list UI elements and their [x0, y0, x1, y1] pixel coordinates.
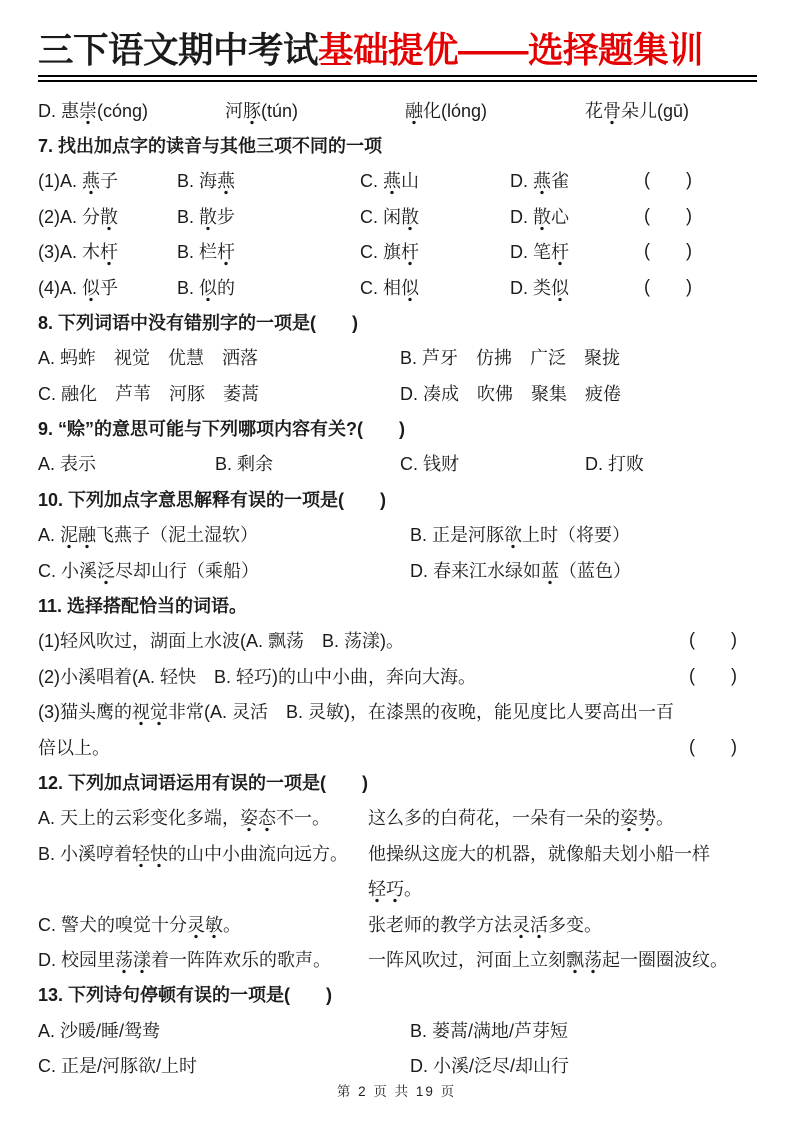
text-segment: 。	[223, 914, 242, 935]
q7-row-4	[38, 269, 755, 304]
dotted-emphasis-text: 散	[199, 207, 217, 231]
text-cell	[38, 769, 755, 795]
dotted-emphasis-text: 视觉	[132, 702, 168, 726]
text-segment: 倍以上。	[38, 737, 110, 758]
text-cell	[38, 946, 368, 972]
q12-row-b2	[38, 870, 755, 905]
text-segment: C. 小溪	[38, 560, 98, 581]
text-segment: 12. 下列加点词语运用有误的一项是( )	[38, 772, 369, 793]
text-segment: (tún)	[261, 100, 299, 121]
text-cell	[405, 97, 585, 123]
q11-row-3a	[38, 694, 755, 729]
text-cell	[38, 167, 177, 193]
text-segment: 着一阵阵欢乐的歌声。	[151, 949, 332, 970]
text-segment: 一阵风吹过，河面上立刻	[368, 949, 566, 970]
text-cell	[510, 167, 755, 193]
answer-brackets: ( )	[689, 736, 737, 757]
text-cell	[368, 911, 755, 937]
answer-brackets: ( )	[644, 205, 692, 226]
text-cell	[225, 97, 405, 123]
q12-row-b	[38, 835, 755, 870]
text-cell	[38, 557, 410, 583]
text-cell	[215, 450, 400, 476]
question-12	[38, 764, 755, 799]
text-cell	[38, 238, 177, 264]
text-segment: C. 正是/河豚欲/上时	[38, 1056, 198, 1077]
question-13	[38, 977, 755, 1012]
text-segment: B. 蒌蒿/满地/芦芽短	[410, 1020, 569, 1041]
text-cell	[38, 415, 755, 441]
text-segment: B. 栏	[177, 242, 218, 263]
q9-row	[38, 446, 755, 481]
text-cell	[585, 450, 755, 476]
text-cell	[38, 592, 755, 618]
answer-brackets: ( )	[689, 629, 737, 650]
q11-row-1	[38, 623, 755, 658]
text-cell	[177, 238, 360, 264]
text-cell	[177, 274, 360, 300]
text-cell	[38, 203, 177, 229]
question-list	[0, 82, 793, 1083]
text-segment: A. 天上的云彩变化多端，	[38, 808, 241, 829]
text-segment: 张老师的教学方法	[368, 914, 512, 935]
text-segment: 7. 找出加点字的读音与其他三项不同的一项	[38, 135, 383, 156]
text-segment: D. 笔	[510, 242, 552, 263]
text-cell	[38, 309, 755, 335]
text-cell	[510, 238, 755, 264]
text-cell	[38, 627, 755, 653]
text-segment: 心	[551, 206, 570, 227]
text-segment: B. 海	[177, 171, 218, 192]
q13-row-cd	[38, 1047, 755, 1082]
text-cell	[38, 344, 400, 370]
text-cell	[38, 380, 400, 406]
dotted-emphasis-text: 姿态	[240, 808, 276, 832]
text-cell	[368, 875, 755, 901]
text-segment: 雀	[551, 171, 570, 192]
text-segment: 11. 选择搭配恰当的词语。	[38, 596, 248, 617]
text-cell	[38, 698, 755, 724]
text-segment: A. 沙暖/睡/鸳鸯	[38, 1020, 161, 1041]
text-segment: (1)轻风吹过，湖面上水波(A. 飘荡 B. 荡漾)。	[38, 631, 405, 652]
q7-row-3	[38, 233, 755, 268]
dotted-emphasis-text: 杆	[401, 242, 419, 266]
dotted-emphasis-text: 燕	[533, 171, 551, 195]
text-cell	[38, 274, 177, 300]
text-segment: 的	[217, 277, 236, 298]
q12-row-d	[38, 941, 755, 976]
text-segment: 13. 下列诗句停顿有误的一项是( )	[38, 985, 333, 1006]
dotted-emphasis-text: 杆	[100, 242, 118, 266]
text-segment: B. 剩余	[215, 454, 274, 475]
question-11	[38, 587, 755, 622]
text-segment: D.	[510, 171, 534, 192]
dotted-emphasis-text: 姿势	[620, 808, 656, 832]
text-segment: 非常(A. 灵活 B. 灵敏)，在漆黑的夜晚，能见度比人要高出一百	[168, 702, 675, 723]
dotted-emphasis-text: 轻快	[132, 844, 168, 868]
text-segment: (4)A.	[38, 277, 83, 298]
text-segment: 步	[217, 206, 236, 227]
q10-row-cd	[38, 552, 755, 587]
dotted-emphasis-text: 荡漾	[115, 950, 151, 974]
dotted-emphasis-text: 似	[551, 278, 569, 302]
text-cell	[38, 97, 225, 123]
text-segment: D.	[510, 206, 534, 227]
text-cell	[510, 274, 755, 300]
text-segment: 起一圈圈波纹。	[602, 949, 728, 970]
text-segment: 他操纵这庞大的机器，就像船夫划小船一样	[368, 843, 710, 864]
dotted-emphasis-text: 似	[82, 278, 100, 302]
text-cell	[410, 1052, 755, 1078]
dotted-emphasis-text: 欲	[504, 525, 522, 549]
dotted-emphasis-text: 燕	[217, 171, 235, 195]
dotted-emphasis-text: 融	[405, 101, 423, 125]
dotted-emphasis-text: 燕	[383, 171, 401, 195]
dotted-emphasis-text: 灵活	[512, 915, 548, 939]
q7-row-2	[38, 198, 755, 233]
text-cell	[410, 557, 755, 583]
text-segment: 乎	[100, 277, 119, 298]
text-segment: (cóng)	[97, 100, 149, 121]
text-segment: 多变。	[548, 914, 602, 935]
text-segment: D. 打败	[585, 454, 645, 475]
text-cell	[38, 521, 410, 547]
text-segment: D. 凑成 吹佛 聚集 疲倦	[400, 383, 621, 404]
text-segment: C. 警犬的嗅觉十分	[38, 914, 188, 935]
text-segment: 子	[100, 171, 119, 192]
text-segment: 山	[401, 171, 420, 192]
dotted-emphasis-text: 似	[401, 278, 419, 302]
text-cell	[360, 274, 510, 300]
page-title-black: 三下语文期中考试	[38, 30, 319, 70]
q12-row-a	[38, 800, 755, 835]
text-segment: C. 旗	[360, 242, 402, 263]
text-segment: C. 钱财	[400, 454, 460, 475]
text-segment: A. 表示	[38, 454, 97, 475]
text-cell	[38, 486, 755, 512]
dotted-emphasis-text: 散	[100, 207, 118, 231]
question-7	[38, 127, 755, 162]
dotted-emphasis-text: 杆	[217, 242, 235, 266]
dotted-emphasis-text: 蓝	[541, 561, 559, 585]
text-cell	[360, 203, 510, 229]
text-segment: D. 惠	[38, 100, 80, 121]
question-10	[38, 481, 755, 516]
text-segment: 朵儿(gū)	[621, 100, 690, 121]
text-segment: C. 相	[360, 277, 402, 298]
text-segment: D. 校园里	[38, 949, 116, 970]
text-segment: 上时（将要）	[522, 525, 631, 546]
text-cell	[38, 734, 755, 760]
text-segment: 9. “赊”的意思可能与下列哪项内容有关?( )	[38, 419, 405, 440]
dotted-emphasis-text: 燕	[82, 171, 100, 195]
text-segment: (2)A. 分	[38, 206, 101, 227]
text-cell	[177, 203, 360, 229]
page-footer: 第 2 页 共 19 页	[336, 1084, 457, 1099]
text-segment: （蓝色）	[559, 560, 632, 581]
q12-row-c	[38, 906, 755, 941]
text-segment: B. 小溪哼着	[38, 843, 133, 864]
text-cell	[368, 840, 755, 866]
text-segment: 化(lóng)	[423, 100, 488, 121]
dotted-emphasis-text: 杆	[551, 242, 569, 266]
text-cell	[360, 167, 510, 193]
text-cell	[38, 1052, 410, 1078]
pinyin-option-row-d	[38, 92, 755, 127]
text-segment: (3)猫头鹰的	[38, 702, 132, 723]
text-cell	[38, 804, 368, 830]
text-segment: B.	[177, 277, 200, 298]
text-cell	[177, 167, 360, 193]
text-segment: 不一。	[276, 808, 331, 829]
text-cell	[38, 1017, 410, 1043]
text-cell	[38, 132, 755, 158]
text-segment: (3)A. 木	[38, 242, 101, 263]
dotted-emphasis-text: 散	[401, 207, 419, 231]
text-cell	[360, 238, 510, 264]
text-segment: 的山中小曲流向远方。	[168, 843, 349, 864]
text-segment: D. 小溪/泛尽/却山行	[410, 1056, 570, 1077]
text-segment: C.	[360, 171, 384, 192]
q8-row-cd	[38, 375, 755, 410]
text-cell	[400, 344, 755, 370]
dotted-emphasis-text: 飘荡	[566, 950, 602, 974]
text-cell	[400, 380, 755, 406]
text-cell	[410, 521, 755, 547]
answer-brackets: ( )	[644, 240, 692, 261]
q7-row-1	[38, 163, 755, 198]
text-cell	[368, 804, 755, 830]
text-cell	[38, 450, 215, 476]
q8-row-ab	[38, 340, 755, 375]
text-cell	[38, 663, 755, 689]
question-8	[38, 304, 755, 339]
page-header	[0, 0, 793, 82]
answer-brackets: ( )	[644, 169, 692, 190]
q13-row-ab	[38, 1012, 755, 1047]
text-segment: D. 类	[510, 277, 552, 298]
text-segment: C. 融化 芦苇 河豚 萎蒿	[38, 383, 259, 404]
dotted-emphasis-text: 灵敏	[187, 915, 223, 939]
text-cell	[38, 911, 368, 937]
text-segment: 这么多的白荷花，一朵有一朵的	[368, 808, 620, 829]
text-cell	[368, 946, 755, 972]
text-segment: 河	[225, 100, 243, 121]
dotted-emphasis-text: 散	[533, 207, 551, 231]
q11-row-2	[38, 658, 755, 693]
text-segment: (1)A.	[38, 171, 83, 192]
question-9	[38, 410, 755, 445]
text-cell	[410, 1017, 755, 1043]
text-segment: 。	[656, 808, 674, 829]
q11-row-3b	[38, 729, 755, 764]
text-segment: 。	[404, 879, 422, 900]
text-segment: B. 正是河豚	[410, 525, 505, 546]
dotted-emphasis-text: 崇	[79, 101, 97, 125]
text-segment: 飞燕子（泥土湿软）	[96, 525, 259, 546]
page-title	[38, 30, 757, 82]
text-segment: 花	[585, 100, 603, 121]
text-segment: B. 芦牙 仿拂 广泛 聚拢	[400, 348, 621, 369]
text-cell	[510, 203, 755, 229]
dotted-emphasis-text: 泥融	[60, 525, 96, 549]
dotted-emphasis-text: 似	[199, 278, 217, 302]
text-cell	[38, 981, 755, 1007]
text-segment: B.	[177, 206, 200, 227]
text-segment: A.	[38, 525, 61, 546]
dotted-emphasis-text: 骨	[603, 101, 621, 125]
text-cell	[38, 840, 368, 866]
page-title-red: 基础提优——选择题集训	[318, 30, 704, 70]
q10-row-ab	[38, 517, 755, 552]
text-segment: A. 蚂蚱 视觉 优慧 洒落	[38, 348, 259, 369]
answer-brackets: ( )	[644, 276, 692, 297]
text-segment: C. 闲	[360, 206, 402, 227]
text-segment: 8. 下列词语中没有错别字的一项是( )	[38, 312, 358, 333]
text-segment: 10. 下列加点字意思解释有误的一项是( )	[38, 489, 387, 510]
text-segment: 尽却山行（乘船）	[115, 560, 260, 581]
dotted-emphasis-text: 轻巧	[368, 879, 404, 903]
text-segment: D. 春来江水绿如	[410, 560, 542, 581]
answer-brackets: ( )	[689, 665, 737, 686]
dotted-emphasis-text: 泛	[97, 561, 115, 585]
text-segment: (2)小溪唱着(A. 轻快 B. 轻巧)的山中小曲，奔向大海。	[38, 666, 477, 687]
text-cell	[400, 450, 585, 476]
dotted-emphasis-text: 豚	[243, 101, 261, 125]
text-cell	[585, 97, 755, 123]
